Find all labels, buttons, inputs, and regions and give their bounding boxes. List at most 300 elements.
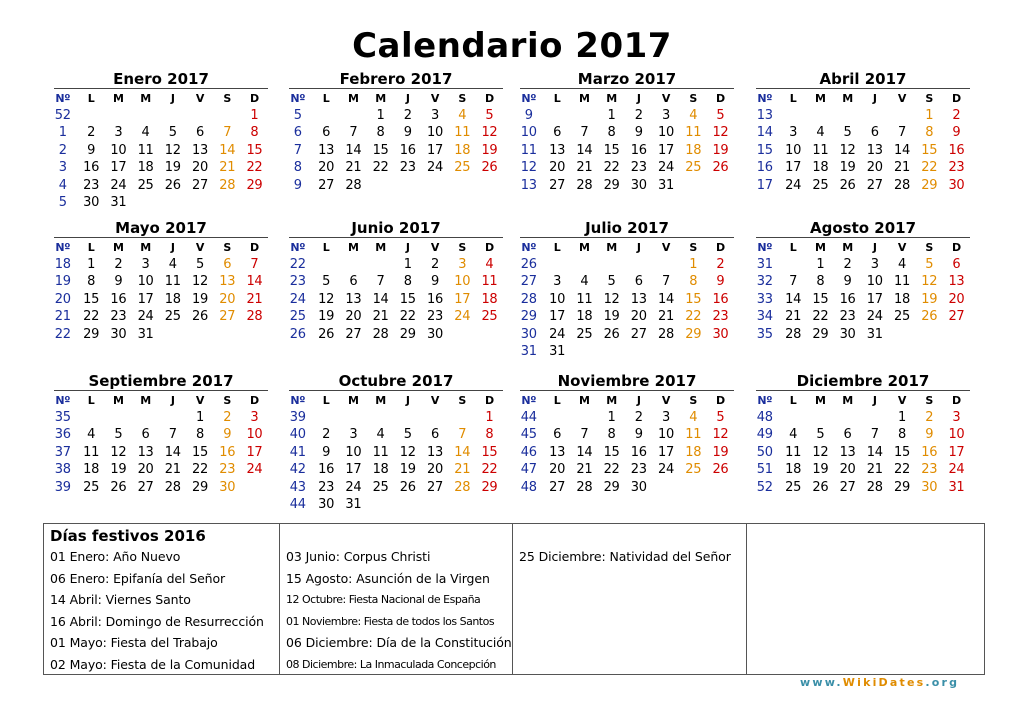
day-cell: 8 — [195, 427, 204, 443]
day-cell: 2 — [322, 427, 331, 443]
weekday-header: D — [250, 394, 259, 407]
day-cell: 14 — [454, 444, 471, 460]
day-cell — [571, 343, 598, 360]
day-cell: 18 — [83, 462, 100, 478]
weekday-header: S — [925, 92, 934, 105]
day-cell: 12 — [712, 125, 729, 141]
week-number: 35 — [54, 410, 71, 425]
day-cell: 2 — [952, 108, 961, 123]
day-cell: 18 — [685, 444, 702, 460]
week-row — [756, 256, 970, 273]
day-cell: 13 — [427, 444, 443, 460]
day-cell: 17 — [345, 462, 362, 478]
day-cell: 10 — [454, 274, 471, 290]
day-cell: 1 — [607, 108, 616, 123]
month-calendar — [54, 219, 268, 343]
week-row — [756, 273, 970, 290]
weekday-header: S — [689, 394, 698, 407]
week-number: 21 — [54, 309, 71, 325]
day-cell — [861, 409, 888, 426]
day-cell: 22 — [481, 462, 498, 478]
day-cell: 18 — [812, 160, 829, 176]
day-cell — [367, 496, 394, 513]
day-cell: 3 — [553, 274, 562, 290]
footer-link[interactable] — [800, 676, 970, 690]
weekday-header: M — [348, 92, 359, 105]
weekday-header: D — [716, 241, 725, 254]
weekday-header: J — [170, 241, 175, 254]
weekday-header: M — [815, 241, 826, 254]
day-cell: 11 — [481, 274, 498, 290]
day-cell: 20 — [630, 309, 647, 325]
week-row — [289, 308, 503, 325]
week-row — [520, 107, 734, 124]
day-cell: 3 — [250, 410, 259, 425]
week-row — [289, 273, 503, 290]
day-cell: 16 — [630, 142, 647, 158]
day-cell — [132, 409, 159, 426]
day-cell: 4 — [789, 427, 798, 443]
week-row — [520, 461, 734, 478]
day-cell: 21 — [345, 160, 362, 176]
day-cell: 10 — [785, 142, 802, 158]
day-cell — [214, 107, 241, 124]
weekday-header: M — [140, 92, 151, 105]
day-cell: 15 — [685, 291, 702, 307]
week-number-header: Nº — [290, 241, 306, 254]
day-cell: 5 — [816, 427, 825, 443]
day-cell — [807, 107, 834, 124]
day-cell — [476, 177, 503, 194]
weekday-header: M — [579, 241, 590, 254]
week-number: 44 — [289, 496, 306, 512]
week-number: 34 — [756, 309, 773, 325]
day-cell: 24 — [110, 177, 127, 193]
day-cell: 17 — [785, 160, 802, 176]
week-row — [520, 479, 734, 496]
day-cell — [544, 409, 571, 426]
day-cell: 13 — [630, 291, 647, 307]
day-cell: 25 — [685, 160, 702, 176]
day-cell: 12 — [318, 291, 335, 307]
day-cell — [241, 194, 268, 211]
week-row — [756, 461, 970, 478]
holidays-title: Días festivos 2016 — [50, 527, 206, 545]
day-cell: 16 — [427, 291, 443, 307]
weekday-header: D — [250, 92, 259, 105]
day-cell: 24 — [137, 309, 154, 325]
day-cell: 4 — [458, 108, 467, 123]
month-title: Septiembre 2017 — [54, 372, 268, 391]
holiday-item: 03 Junio: Corpus Christi — [286, 549, 431, 564]
weekday-header: J — [405, 92, 410, 105]
week-number: 4 — [58, 177, 67, 193]
day-cell: 22 — [921, 160, 938, 176]
day-cell — [476, 326, 503, 343]
week-row — [54, 479, 268, 496]
week-row — [54, 142, 268, 159]
month-title: Diciembre 2017 — [756, 372, 970, 391]
week-row — [756, 479, 970, 496]
month-calendar — [756, 70, 970, 194]
day-cell: 16 — [83, 160, 100, 176]
day-cell: 28 — [785, 326, 802, 342]
day-cell: 2 — [843, 257, 852, 272]
day-cell: 27 — [948, 309, 965, 325]
weekday-header: M — [113, 394, 124, 407]
day-cell: 16 — [839, 291, 856, 307]
day-cell: 18 — [576, 309, 593, 325]
day-cell: 19 — [481, 142, 498, 158]
day-cell: 24 — [658, 160, 674, 176]
week-number: 37 — [54, 444, 71, 460]
day-cell — [78, 107, 105, 124]
day-cell: 17 — [427, 142, 443, 158]
day-cell: 27 — [630, 326, 647, 342]
day-cell: 17 — [549, 309, 566, 325]
day-cell: 25 — [576, 326, 593, 342]
week-row — [520, 343, 734, 360]
day-cell: 18 — [454, 142, 471, 158]
day-cell: 5 — [716, 410, 725, 425]
day-cell — [449, 409, 476, 426]
day-cell — [943, 326, 970, 343]
day-cell — [132, 194, 159, 211]
day-cell: 14 — [576, 444, 593, 460]
day-cell: 7 — [870, 427, 879, 443]
day-cell: 23 — [399, 160, 416, 176]
week-row — [289, 496, 503, 513]
week-row — [54, 444, 268, 461]
weekday-header: V — [897, 241, 907, 254]
day-cell: 1 — [87, 257, 96, 272]
week-number: 25 — [289, 309, 306, 325]
day-cell: 14 — [866, 444, 883, 460]
day-cell: 18 — [164, 291, 181, 307]
day-cell: 25 — [481, 309, 498, 325]
weekday-header: L — [87, 394, 95, 407]
day-cell: 22 — [685, 309, 702, 325]
day-cell: 3 — [141, 257, 150, 272]
holiday-item: 16 Abril: Domingo de Resurrección — [50, 614, 264, 629]
day-cell: 18 — [685, 142, 702, 158]
day-cell: 13 — [549, 142, 566, 158]
weekday-header-row — [520, 239, 734, 256]
day-cell: 12 — [603, 291, 620, 307]
week-row — [54, 273, 268, 290]
day-cell: 27 — [137, 479, 154, 495]
day-cell: 11 — [454, 125, 471, 141]
weekday-header: L — [87, 241, 95, 254]
day-cell: 10 — [549, 291, 566, 307]
weekday-header: L — [322, 92, 330, 105]
day-cell: 1 — [403, 257, 412, 272]
month-title: Marzo 2017 — [520, 70, 734, 89]
day-cell — [313, 409, 340, 426]
day-cell: 8 — [689, 274, 698, 290]
weekday-header: M — [815, 92, 826, 105]
week-row — [289, 326, 503, 343]
day-cell: 21 — [576, 462, 593, 478]
week-row — [756, 409, 970, 426]
weekday-header: V — [661, 394, 671, 407]
day-cell — [680, 479, 707, 496]
day-cell: 13 — [192, 142, 208, 158]
week-number-header: Nº — [55, 92, 71, 105]
day-cell: 16 — [219, 444, 236, 460]
day-cell: 20 — [839, 462, 856, 478]
week-row — [289, 256, 503, 273]
day-cell: 19 — [921, 291, 938, 307]
weekday-header: L — [322, 241, 330, 254]
weekday-header: J — [405, 394, 410, 407]
day-cell: 18 — [481, 291, 498, 307]
day-cell: 23 — [83, 177, 100, 193]
week-number: 51 — [756, 462, 773, 478]
month-calendar — [54, 372, 268, 496]
weekday-header-row — [756, 239, 970, 256]
day-cell: 28 — [164, 479, 181, 495]
day-cell: 22 — [603, 160, 620, 176]
week-number-header: Nº — [757, 241, 773, 254]
day-cell: 31 — [866, 326, 883, 342]
day-cell: 23 — [921, 462, 938, 478]
weekday-header: D — [952, 241, 961, 254]
holiday-item: 02 Mayo: Fiesta de la Comunidad — [50, 657, 256, 672]
day-cell: 5 — [607, 274, 616, 290]
weekday-header: S — [223, 241, 232, 254]
weekday-header: L — [553, 394, 561, 407]
month-title: Abril 2017 — [756, 70, 970, 89]
day-cell: 6 — [553, 125, 562, 141]
weekday-header-row — [54, 90, 268, 107]
day-cell: 26 — [110, 479, 127, 495]
day-cell: 17 — [454, 291, 471, 307]
day-cell — [159, 409, 186, 426]
day-cell: 10 — [866, 274, 883, 290]
day-cell: 26 — [921, 309, 938, 325]
weekday-header: M — [113, 241, 124, 254]
day-cell: 21 — [246, 291, 263, 307]
day-cell: 24 — [658, 462, 674, 478]
week-number: 7 — [293, 142, 302, 158]
day-cell: 23 — [219, 462, 236, 478]
day-cell — [544, 256, 571, 273]
day-cell: 7 — [376, 274, 385, 290]
day-cell: 22 — [399, 309, 416, 325]
day-cell: 23 — [839, 309, 856, 325]
weekday-header: L — [789, 394, 797, 407]
day-cell — [367, 256, 394, 273]
weekday-header-row — [289, 90, 503, 107]
day-cell: 26 — [812, 479, 829, 495]
day-cell: 25 — [137, 177, 154, 193]
weekday-header: M — [375, 394, 386, 407]
day-cell: 10 — [110, 142, 127, 158]
week-row — [756, 444, 970, 461]
day-cell: 11 — [372, 444, 389, 460]
day-cell: 3 — [349, 427, 358, 443]
week-number: 39 — [54, 479, 71, 495]
day-cell: 24 — [948, 462, 965, 478]
weekday-header: V — [897, 92, 907, 105]
day-cell: 15 — [894, 444, 910, 460]
week-number-header: Nº — [290, 92, 306, 105]
day-cell — [105, 107, 132, 124]
day-cell: 26 — [318, 326, 335, 342]
day-cell: 14 — [345, 142, 362, 158]
day-cell: 26 — [603, 326, 620, 342]
day-cell: 12 — [839, 142, 856, 158]
day-cell — [421, 496, 448, 513]
day-cell: 31 — [137, 326, 154, 342]
week-row — [54, 159, 268, 176]
weekday-header: V — [430, 241, 440, 254]
weekday-header: J — [636, 394, 641, 407]
day-cell: 14 — [372, 291, 389, 307]
week-number: 9 — [524, 108, 533, 123]
day-cell — [780, 409, 807, 426]
day-cell: 15 — [603, 142, 620, 158]
weekday-header: D — [485, 394, 494, 407]
day-cell: 4 — [87, 427, 96, 443]
day-cell — [834, 107, 861, 124]
day-cell: 30 — [630, 177, 647, 193]
weekday-header: J — [872, 241, 877, 254]
day-cell: 24 — [866, 309, 883, 325]
week-row — [289, 426, 503, 443]
week-row — [54, 426, 268, 443]
day-cell — [394, 177, 421, 194]
day-cell — [652, 343, 679, 360]
day-cell: 4 — [485, 257, 494, 272]
day-cell: 9 — [843, 274, 852, 290]
month-calendar — [289, 372, 503, 513]
weekday-header: M — [140, 394, 151, 407]
day-cell — [241, 326, 268, 343]
day-cell: 23 — [712, 309, 729, 325]
week-row — [289, 444, 503, 461]
day-cell — [780, 107, 807, 124]
holiday-item: 01 Enero: Año Nuevo — [50, 549, 181, 564]
weekday-header: M — [348, 394, 359, 407]
week-row — [289, 142, 503, 159]
day-cell: 24 — [785, 177, 802, 193]
weekday-header-row — [520, 392, 734, 409]
day-cell: 17 — [658, 142, 674, 158]
day-cell: 19 — [603, 309, 620, 325]
holidays-column-3 — [513, 524, 747, 674]
weekday-header: D — [250, 241, 259, 254]
holiday-item: 25 Diciembre: Natividad del Señor — [519, 549, 731, 564]
day-cell: 6 — [349, 274, 358, 290]
day-cell: 16 — [630, 444, 647, 460]
weekday-header: S — [458, 241, 467, 254]
week-number: 52 — [54, 108, 71, 123]
week-row — [520, 177, 734, 194]
day-cell: 5 — [485, 108, 494, 123]
day-cell: 7 — [223, 125, 232, 141]
day-cell: 12 — [110, 444, 127, 460]
day-cell: 25 — [812, 177, 829, 193]
day-cell: 27 — [427, 479, 443, 495]
week-number: 28 — [520, 291, 537, 307]
day-cell: 5 — [195, 257, 204, 272]
weekday-header-row — [54, 239, 268, 256]
week-row — [520, 159, 734, 176]
week-number-header: Nº — [521, 92, 537, 105]
month-calendar — [289, 70, 503, 194]
day-cell: 7 — [168, 427, 177, 443]
week-row — [289, 479, 503, 496]
week-row — [520, 326, 734, 343]
day-cell: 15 — [481, 444, 498, 460]
day-cell: 29 — [603, 177, 620, 193]
day-cell — [680, 343, 707, 360]
day-cell: 29 — [685, 326, 702, 342]
day-cell: 13 — [866, 142, 883, 158]
day-cell — [571, 256, 598, 273]
month-calendar — [520, 70, 734, 194]
weekday-header: L — [789, 92, 797, 105]
month-title: Agosto 2017 — [756, 219, 970, 238]
holidays-column-2 — [280, 524, 513, 674]
day-cell: 18 — [785, 462, 802, 478]
weekday-header: V — [661, 241, 671, 254]
week-row — [289, 409, 503, 426]
day-cell: 30 — [110, 326, 127, 342]
day-cell: 8 — [87, 274, 96, 290]
week-row — [520, 142, 734, 159]
footer-suffix: .org — [925, 676, 960, 689]
day-cell: 9 — [925, 427, 934, 443]
day-cell: 1 — [607, 410, 616, 425]
weekday-header: M — [842, 394, 853, 407]
day-cell: 25 — [83, 479, 100, 495]
weekday-header-row — [289, 392, 503, 409]
day-cell: 14 — [894, 142, 910, 158]
weekday-header: D — [485, 92, 494, 105]
day-cell: 28 — [866, 479, 883, 495]
day-cell: 10 — [658, 427, 674, 443]
week-number: 22 — [289, 257, 306, 272]
weekday-header: M — [606, 241, 617, 254]
weekday-header: L — [553, 241, 561, 254]
week-number-header: Nº — [757, 92, 773, 105]
day-cell: 1 — [816, 257, 825, 272]
month-calendar — [520, 219, 734, 360]
week-number: 19 — [54, 274, 71, 290]
day-cell: 27 — [345, 326, 362, 342]
week-number: 15 — [756, 142, 773, 158]
week-number: 48 — [520, 479, 537, 495]
day-cell — [449, 496, 476, 513]
day-cell — [313, 256, 340, 273]
day-cell: 1 — [897, 410, 906, 425]
day-cell: 11 — [894, 274, 910, 290]
weekday-header: M — [348, 241, 359, 254]
day-cell: 2 — [716, 257, 725, 272]
week-number: 5 — [293, 108, 302, 123]
day-cell: 11 — [812, 142, 829, 158]
day-cell: 20 — [549, 462, 566, 478]
weekday-header: V — [430, 394, 440, 407]
day-cell: 12 — [712, 427, 729, 443]
day-cell: 24 — [549, 326, 566, 342]
day-cell: 4 — [897, 257, 906, 272]
weekday-header: M — [113, 92, 124, 105]
day-cell: 13 — [345, 291, 362, 307]
